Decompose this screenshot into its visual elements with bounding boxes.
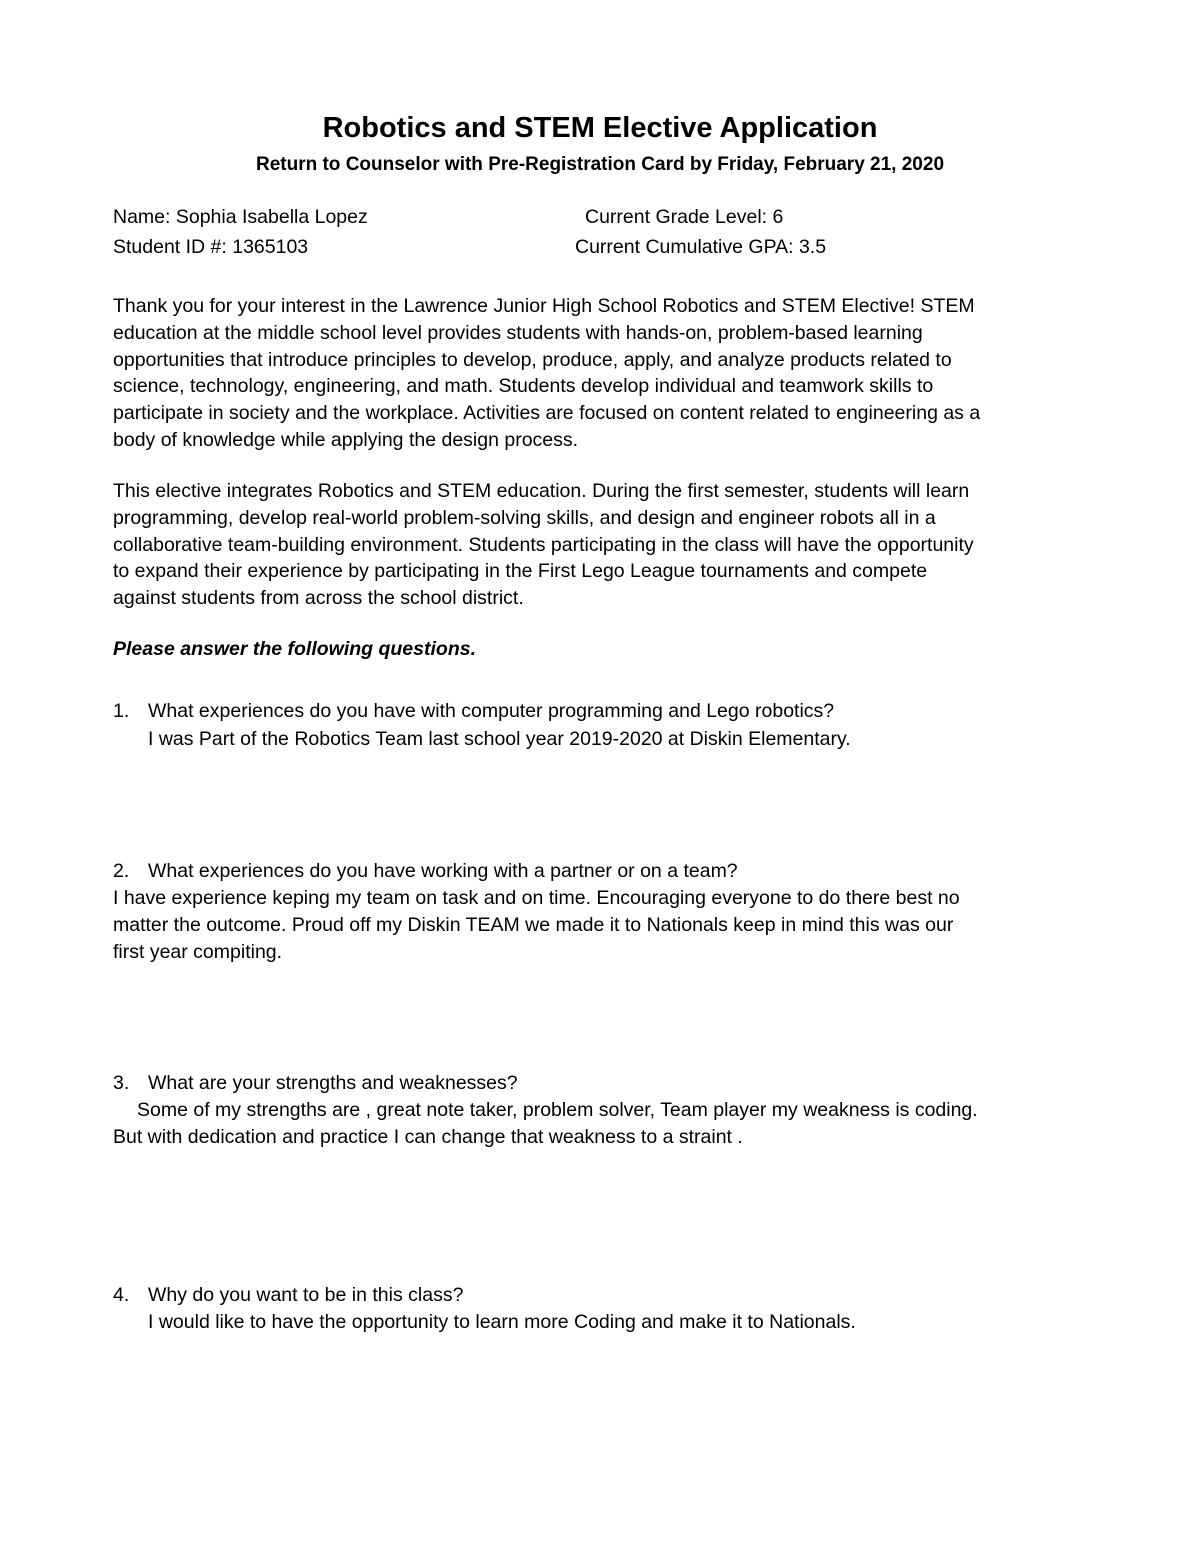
answer-line: I have experience keping my team on task and on time. Encouraging everyone to do there best no <box>113 887 960 909</box>
paragraph-line: education at the middle school level provides students with hands-on, problem-based learning <box>113 321 923 344</box>
question-text: Why do you want to be in this class? <box>148 1284 464 1306</box>
paragraph-line: opportunities that introduce principles to develop, produce, apply, and analyze products related to <box>113 348 952 371</box>
student-name: Name: Sophia Isabella Lopez <box>113 206 368 228</box>
intro-paragraph-1 <box>113 293 1103 454</box>
question-text: What are your strengths and weaknesses? <box>148 1072 518 1094</box>
question-text: What experiences do you have with computer programming and Lego robotics? <box>148 700 835 722</box>
paragraph-line: against students from across the school district. <box>113 587 524 610</box>
answer-line: first year compiting. <box>113 940 283 963</box>
paragraph-line: Thank you for your interest in the Lawrence Junior High School Robotics and STEM Elective! STEM <box>113 295 975 317</box>
answer-line: I would like to have the opportunity to learn more Coding and make it to Nationals. <box>148 1311 856 1333</box>
answer-1 <box>148 726 851 753</box>
paragraph-line: to expand their experience by participating in the First Lego League tournaments and compete <box>113 560 928 583</box>
paragraph-line: participate in society and the workplace. Activities are focused on content related to engineering as a <box>113 402 981 425</box>
question-number: 2. <box>113 860 130 882</box>
student-id: Student ID #: 1365103 <box>113 236 309 258</box>
question-4 <box>113 1282 463 1309</box>
question-number: 3. <box>113 1072 130 1094</box>
paragraph-line: collaborative team-building environment. Students participating in the class will have the opportunity <box>113 533 974 556</box>
page-subtitle: Return to Counselor with Pre-Registration Card by Friday, February 21, 2020 <box>255 154 945 175</box>
question-3 <box>113 1070 518 1097</box>
question-2 <box>113 858 738 885</box>
page-title: Robotics and STEM Elective Application <box>322 112 878 144</box>
question-text: What experiences do you have working with a partner or on a team? <box>148 860 738 882</box>
answer-line: But with dedication and practice I can change that weakness to a straint . <box>113 1125 743 1148</box>
instruction-text: Please answer the following questions. <box>113 638 476 660</box>
paragraph-line: programming, develop real-world problem-solving skills, and design and engineer robots all in a <box>113 506 936 529</box>
answer-line: matter the outcome. Proud off my Diskin TEAM we made it to Nationals keep in mind this was our <box>113 913 954 936</box>
question-number: 1. <box>113 700 130 722</box>
student-grade: Current Grade Level: 6 <box>585 206 784 228</box>
question-number: 4. <box>113 1284 130 1306</box>
answer-3 <box>113 1097 978 1151</box>
answer-4 <box>148 1309 856 1336</box>
paragraph-line: This elective integrates Robotics and STEM education. During the first semester, students will learn <box>113 480 970 502</box>
intro-paragraph-2 <box>113 478 1103 612</box>
answer-2 <box>113 885 960 965</box>
question-1 <box>113 698 834 725</box>
student-gpa: Current Cumulative GPA: 3.5 <box>575 236 827 258</box>
answer-line: I was Part of the Robotics Team last school year 2019-2020 at Diskin Elementary. <box>148 728 851 750</box>
answer-line: Some of my strengths are , great note taker, problem solver, Team player my weakness is coding. <box>137 1099 978 1121</box>
paragraph-line: science, technology, engineering, and math. Students develop individual and teamwork skills to <box>113 375 934 398</box>
paragraph-line: body of knowledge while applying the design process. <box>113 428 579 451</box>
